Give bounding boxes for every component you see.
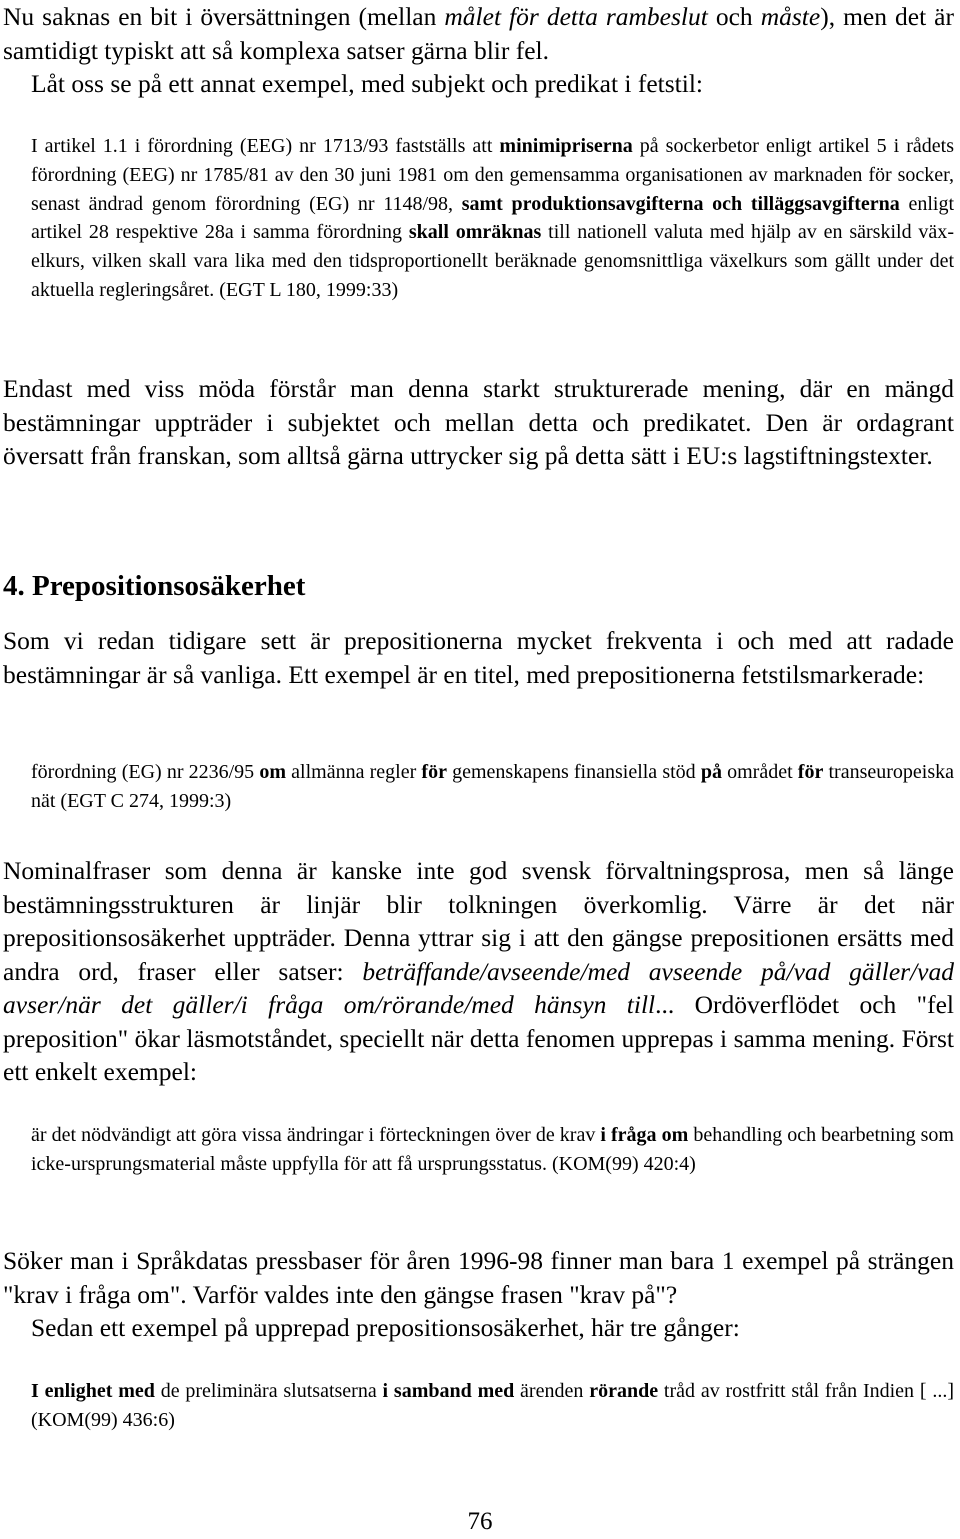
text-run: I artikel 1.1 i förordning (EEG) nr 1713/93 fastställs att [31, 135, 500, 157]
paragraph-nominal-phrases [3, 854, 954, 1089]
text-run: allmänna regler [286, 761, 422, 783]
text-run: ... Ordöverflödet och "fel preposition" ökar läsmotståndet, speciellt när detta fenomen upprepas i samma mening. Först ett enkelt exempel: [3, 990, 954, 1086]
paragraph-prepositions: Som vi redan tidigare sett är prepositionerna mycket frekventa i och med att radade bestämningar är så vanliga. Ett exempel är en titel, med prepositionerna fetstilsmarkerade: [3, 626, 954, 689]
bold-run: för [421, 761, 447, 783]
page-number: 76 [467, 1508, 493, 1535]
text-run: är det nödvändigt att göra vissa ändringar i förteckningen över de krav [31, 1124, 601, 1146]
italic-run: måste [760, 2, 821, 31]
paragraph-intro [3, 0, 954, 101]
text-run: gemenskapens finansiella stöd [446, 761, 701, 783]
bold-run: samt produktionsavgifterna och tilläggsavgifterna [461, 192, 900, 215]
bold-run: på [700, 761, 722, 783]
bold-run: i samband med [382, 1380, 515, 1402]
text-run: Låt oss se på ett annat exempel, med subjekt och predikat i fetstil: [31, 69, 704, 98]
paragraph-explanation: Endast med viss möda förstår man denna starkt strukturerade mening, där en mängd bestämningar uppträder i subjektet och mellan detta och predikatet. Den är ordagrant översatt från franskan, som alltså gärna uttrycker sig på detta sätt i EU:s lagstiftningstexter. [3, 374, 954, 470]
text-run: Söker man i Språkdatas pressbaser för åren 1996-98 finner man bara 1 exempel på strängen "krav i fråga om". Varför valdes inte den gängse frasen "krav på"? [3, 1246, 954, 1309]
text-run: Nu saknas en bit i översättningen (mellan [3, 2, 445, 31]
quote-example-3 [31, 1121, 954, 1179]
text-run: på sockerbetor enligt artikel 5 i rådets förordning (EEG) nr 1785/81 av den 30 juni 1981 om den gemensamma organisationen av marknaden för socker, senast ändrad genom förordning (EG) nr 1148/98, [31, 135, 955, 215]
bold-run: för [797, 761, 824, 783]
text-run: ärenden [514, 1380, 590, 1402]
bold-run: i fråga om [600, 1124, 689, 1146]
text-run: området [721, 761, 798, 783]
text-run: ), men det är samtidigt typiskt att så komplexa satser gärna blir fel. [3, 2, 954, 65]
quote-example-4 [31, 1377, 954, 1435]
text-run: och [707, 2, 761, 31]
italic-run: målet för detta rambeslut [444, 2, 708, 31]
text-run: behandling och bearbetning som icke-ursprungsmaterial måste uppfylla för att få ursprungsstatus. (KOM(99) 420:4) [31, 1124, 954, 1175]
paragraph-corpus-search [3, 1244, 954, 1345]
text-run: enligt artikel 28 respektive 28a i samma förordning [31, 192, 955, 244]
text-run: Sedan ett exempel på upprepad prepositionsosäkerhet, här tre gånger: [31, 1313, 740, 1342]
text-run: förordning (EG) nr 2236/95 [31, 761, 260, 783]
quote-example-2 [31, 758, 954, 816]
bold-run: om [259, 761, 287, 783]
text-run: till nationell valuta med hjälp av en särskild växelkurs, vilken skall vara lika med den tidsproportionellt beräknade genomsnittliga växelkurs som gällt under det aktuella regleringsåret. (EGT L 180, 1999:33) [31, 221, 954, 301]
italic-run: beträffande/avseende/med avseende på/vad gäller/vad avser/när det gäller/i fråga om/rörande/med hänsyn till [3, 956, 954, 1019]
text-run: transeuropeiska nät (EGT C 274, 1999:3) [31, 761, 955, 812]
bold-run: skall omräknas [408, 221, 542, 244]
quote-example-1 [31, 132, 954, 305]
text-run: Nominalfraser som denna är kanske inte god svensk förvaltningsprosa, men så länge bestämningsstrukturen är linjär blir tolkningen överkomlig. Värre är det när prepositionsosäkerhet uppträder. Denna yttrar sig i att den gängse prepositionen ersätts med andra ord, fraser eller satser: [3, 856, 954, 986]
bold-run: minimipriserna [499, 135, 633, 157]
section-heading: 4. Prepositionsosäkerhet [3, 570, 306, 602]
text-run: tråd av rostfritt stål från Indien [ ...] (KOM(99) 436:6) [31, 1380, 955, 1431]
bold-run: I enlighet med [31, 1380, 155, 1402]
bold-run: rörande [589, 1380, 659, 1402]
text-run: de preliminära slutsatserna [154, 1380, 383, 1402]
